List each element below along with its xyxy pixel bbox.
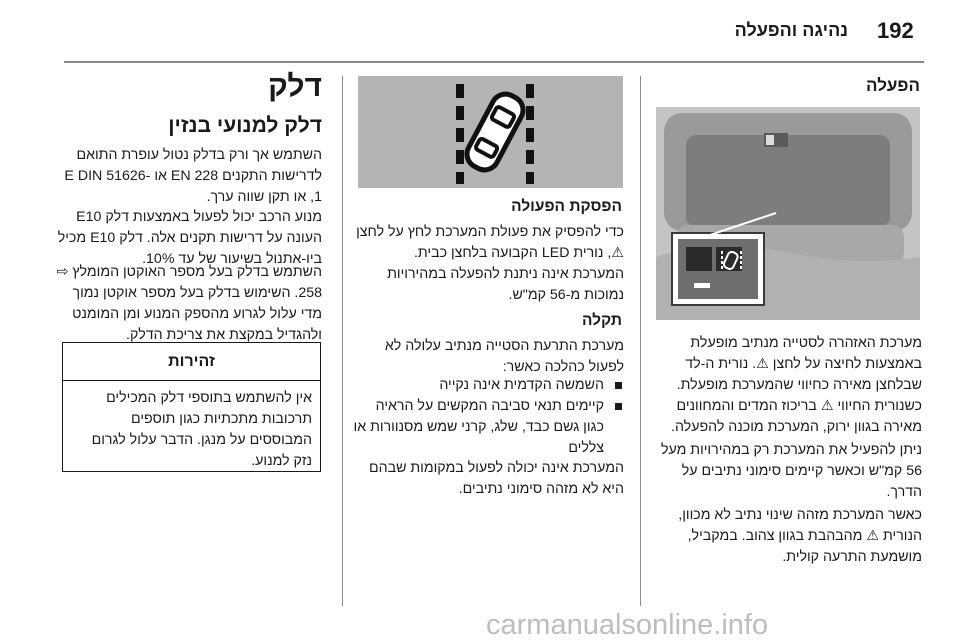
section-subtitle-petrol-fuel: דלק למנועי בנזין [168,114,322,137]
dashboard-photo [656,107,920,320]
section-heading-deactivation: הפסקת הפעולה [511,198,622,215]
column-divider-left [342,76,343,606]
activation-paragraph-3: כאשר המערכת מזהה שינוי נתיב לא מכוון, הנורית ⚠ מהבהבת בגוון צהוב. במקביל, מושמעת התרעה קולית. [678,507,922,565]
section-heading-faults: תקלה [582,312,622,329]
watermark: carmanualsonline.info [486,609,769,641]
column-divider-right [640,76,641,606]
deactivation-paragraph-1: כדי להפסיק את פעולת המערכת לחץ על לחצן ⚠, נורית LED הקבועה בלחצן כבית. [356,224,624,261]
page-number: 192 [877,18,914,43]
faults-outro: המערכת אינה יכולה לפעול במקומות שבהם היא לא מזהה סימוני נתיבים. [368,460,624,497]
activation-paragraph-2: ניתן להפעיל את המערכת רק במהירויות מעל 56 קמ"ש וכאשר קיימים סימוני נתיבים על הדרך. [660,442,922,500]
activation-paragraph-1: מערכת האזהרה לסטייה מנתיב מופעלת באמצעות לחיצה על לחצן ⚠. נורית ה-לד שבלחצן מאירה כחיווי שהמערכת מופעלת. כשנורית החיווי ⚠ בריכוז המדים והמחוונים מאירה בגוון ירוק, המערכת מוכנה להפעלה. [671,335,922,435]
caution-text: אין להשתמש בתוספי דלק המכילים תרכובות מתכתיות כגון תוספים המבוססים על מנגן. הדבר עלול לגרום נזק למנוע. [91,390,312,469]
faults-intro: מערכת התרעת הסטייה מנתיב עלולה לא לפעול כהלכה כאשר: [384,338,624,375]
list-item: השמשה הקדמית אינה נקייה [352,375,624,396]
faults-list [352,375,624,459]
caution-title: זהירות [63,343,320,381]
deactivation-paragraph-2: המערכת אינה ניתנת להפעלה במהירויות נמוכות מ-56 קמ"ש. [387,266,624,303]
list-item: קיימים תנאי סביבה המקשים על הראיה כגון גשם כבד, שלג, קרני שמש מסנוורות או צללים [352,396,624,459]
fuel-paragraph-1: השתמש אך ורק בדלק נטול עופרת התואם לדרישות התקנים EN 228 או E DIN 51626-1, או תקן שווה ערך. [64,147,322,205]
lane-departure-icon [358,76,623,188]
section-title-activation: הפעלה [866,76,920,95]
section-title-fuel: דלק [268,70,322,103]
header-divider [64,61,924,63]
fuel-paragraph-2: מנוע הרכב יכול לפעול באמצעות דלק E10 העונה על דרישות תקנים אלה. דלק E10 מכיל ביו-אתנול בשיעור של עד 10%. [57,209,322,267]
caution-box [62,342,321,472]
fuel-paragraph-3: השתמש בדלק בעל מספר האוקטן המומלץ ⇨ 258. השימוש בדלק בעל מספר אוקטן נמוך מדי עלול לגרוע מהספק המנוע ומן המומנט ולהגדיל במקצת את צריכת הדלק. [56,264,322,343]
page-header-title: נהיגה והפעלה [734,20,848,40]
